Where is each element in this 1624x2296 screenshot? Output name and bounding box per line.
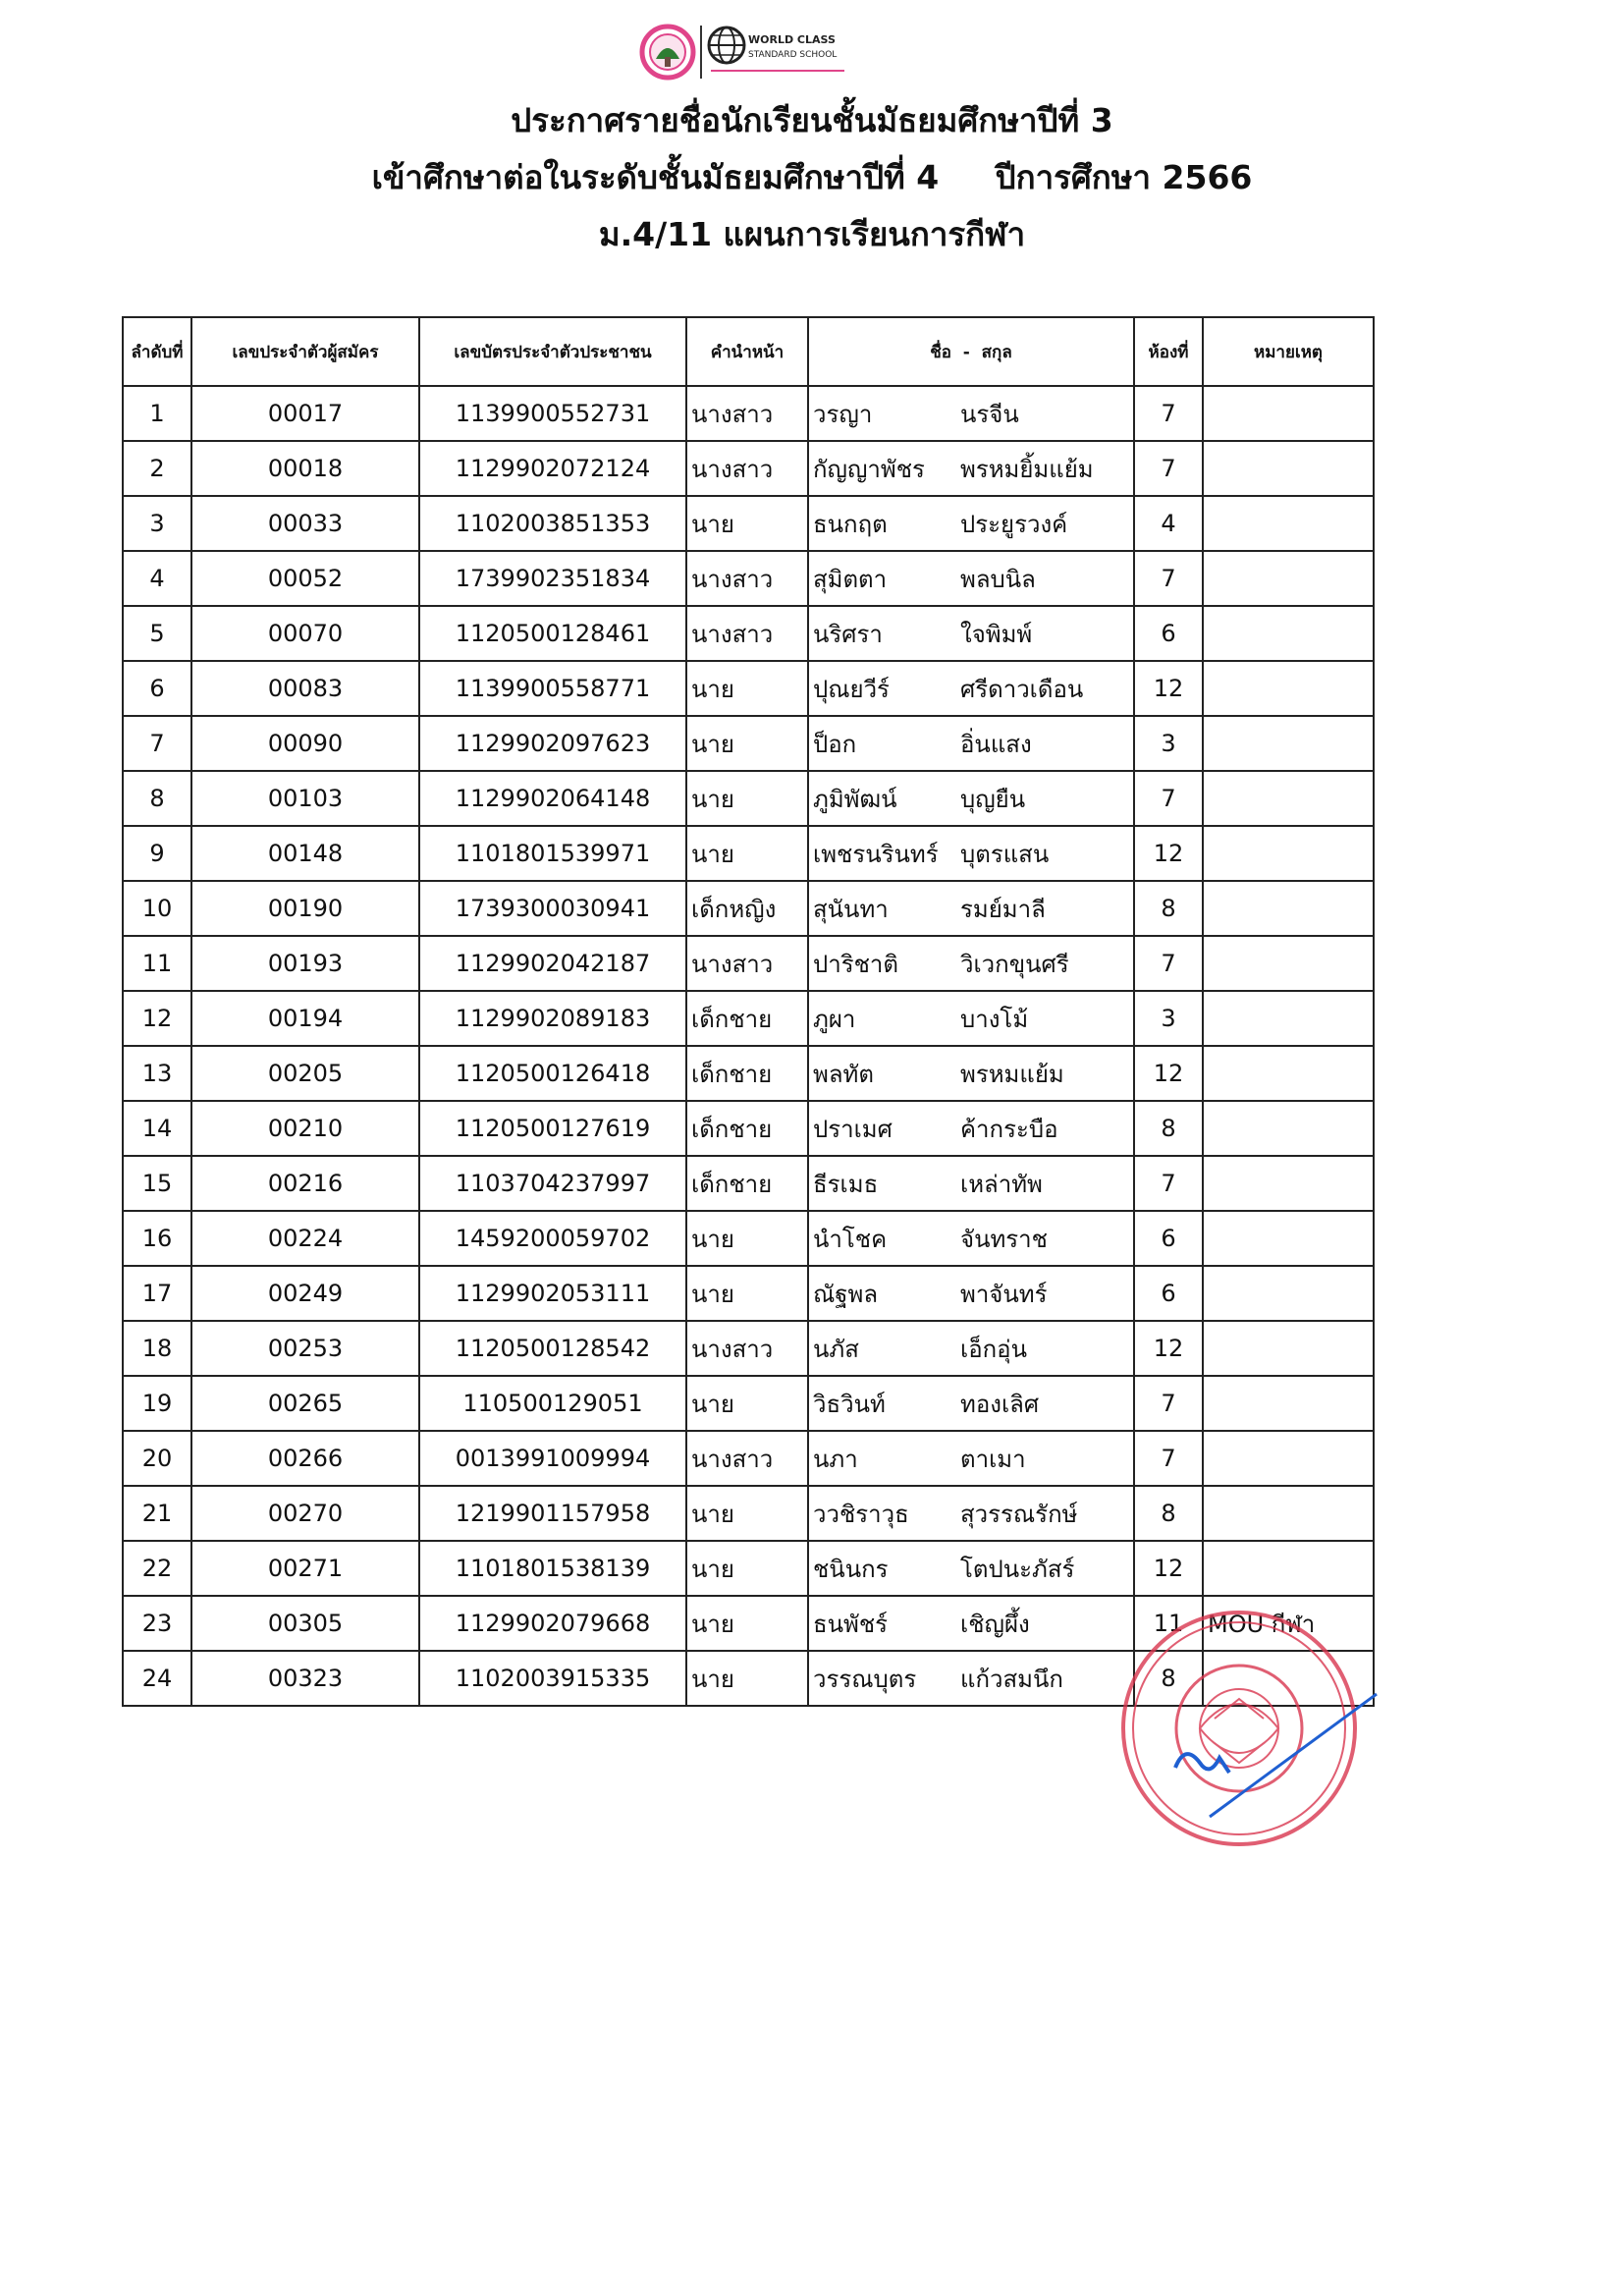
- applicant-id-cell: 00249: [191, 1266, 419, 1321]
- order-cell: 8: [123, 771, 191, 826]
- remark-cell: [1203, 551, 1374, 606]
- room-cell: 7: [1134, 1156, 1203, 1211]
- prefix-cell: นางสาว: [686, 1431, 808, 1486]
- name-cell: [808, 551, 1134, 606]
- remark-cell: [1203, 716, 1374, 771]
- remark-cell: [1203, 606, 1374, 661]
- first-name: สุมิตตา: [813, 565, 888, 593]
- prefix-cell: นางสาว: [686, 1321, 808, 1376]
- title-line-1: ประกาศรายชื่อนักเรียนชั้นมัธยมศึกษาปีที่ 3: [511, 101, 1113, 139]
- room-cell: 12: [1134, 826, 1203, 881]
- name-cell: [808, 881, 1134, 936]
- room-cell: 3: [1134, 991, 1203, 1046]
- last-name: พรหมยิ้มแย้ม: [960, 455, 1094, 483]
- name-cell: [808, 606, 1134, 661]
- prefix-cell: นาย: [686, 1376, 808, 1431]
- last-name: สุวรรณรักษ์: [960, 1500, 1078, 1528]
- room-cell: 8: [1134, 881, 1203, 936]
- citizen-id-cell: 1139900558771: [419, 661, 686, 716]
- first-name: ป็อก: [813, 730, 857, 758]
- order-cell: 6: [123, 661, 191, 716]
- prefix-cell: นางสาว: [686, 606, 808, 661]
- table-row: [123, 551, 1374, 606]
- school-logo: [638, 20, 874, 84]
- remark-cell: [1203, 991, 1374, 1046]
- name-cell: [808, 1266, 1134, 1321]
- order-cell: 7: [123, 716, 191, 771]
- room-cell: 8: [1134, 1101, 1203, 1156]
- applicant-id-cell: 00271: [191, 1541, 419, 1596]
- citizen-id-cell: 1103704237997: [419, 1156, 686, 1211]
- citizen-id-cell: 1129902053111: [419, 1266, 686, 1321]
- table-row: [123, 881, 1374, 936]
- order-cell: 17: [123, 1266, 191, 1321]
- remark-cell: [1203, 1431, 1374, 1486]
- last-name: เหล่าทัพ: [960, 1170, 1043, 1198]
- last-name: ใจพิมพ์: [960, 620, 1033, 648]
- citizen-id-cell: 1120500126418: [419, 1046, 686, 1101]
- room-cell: 6: [1134, 1211, 1203, 1266]
- table-row: [123, 496, 1374, 551]
- remark-cell: [1203, 1266, 1374, 1321]
- last-name: รมย์มาลี: [960, 895, 1046, 923]
- prefix-cell: เด็กชาย: [686, 991, 808, 1046]
- order-cell: 9: [123, 826, 191, 881]
- first-name: สุนันทา: [813, 895, 889, 923]
- citizen-id-cell: 0013991009994: [419, 1431, 686, 1486]
- first-name: นภา: [813, 1445, 858, 1473]
- citizen-id-cell: 1219901157958: [419, 1486, 686, 1541]
- last-name: วิเวกขุนศรี: [960, 950, 1069, 978]
- citizen-id-cell: 1129902072124: [419, 441, 686, 496]
- applicant-id-cell: 00103: [191, 771, 419, 826]
- last-name: จันทราช: [960, 1225, 1048, 1253]
- table-row: [123, 1376, 1374, 1431]
- name-cell: [808, 1211, 1134, 1266]
- first-name: เพชรนรินทร์: [813, 840, 939, 868]
- table-body: [123, 386, 1374, 1706]
- table-row: [123, 1321, 1374, 1376]
- title-line-2: เข้าศึกษาต่อในระดับชั้นมัธยมศึกษาปีที่ 4 ปีการศึกษา 2566: [371, 158, 1253, 196]
- first-name: นริศรา: [813, 620, 883, 648]
- name-cell: [808, 1596, 1134, 1651]
- prefix-cell: นาย: [686, 1651, 808, 1706]
- table-row: [123, 936, 1374, 991]
- prefix-cell: นาย: [686, 661, 808, 716]
- room-cell: 8: [1134, 1486, 1203, 1541]
- prefix-cell: นาย: [686, 1486, 808, 1541]
- order-cell: 11: [123, 936, 191, 991]
- prefix-cell: นาย: [686, 1541, 808, 1596]
- name-cell: [808, 661, 1134, 716]
- table-row: [123, 1266, 1374, 1321]
- prefix-cell: นางสาว: [686, 551, 808, 606]
- table-header-row: [123, 317, 1374, 386]
- last-name: บางโม้: [960, 1005, 1029, 1033]
- prefix-cell: นางสาว: [686, 441, 808, 496]
- name-cell: [808, 1101, 1134, 1156]
- last-name: เอ็กอุ่น: [960, 1335, 1027, 1363]
- applicant-id-cell: 00018: [191, 441, 419, 496]
- room-cell: 7: [1134, 936, 1203, 991]
- remark-cell: [1203, 1156, 1374, 1211]
- applicant-id-cell: 00017: [191, 386, 419, 441]
- order-cell: 5: [123, 606, 191, 661]
- applicant-id-cell: 00194: [191, 991, 419, 1046]
- applicant-id-cell: 00265: [191, 1376, 419, 1431]
- room-cell: 7: [1134, 441, 1203, 496]
- first-name: ภูมิพัฒน์: [813, 785, 897, 813]
- room-cell: 4: [1134, 496, 1203, 551]
- citizen-id-cell: 1101801539971: [419, 826, 686, 881]
- table-row: [123, 606, 1374, 661]
- remark-cell: [1203, 1541, 1374, 1596]
- prefix-cell: นางสาว: [686, 386, 808, 441]
- first-name: กัญญาพัชร: [813, 455, 925, 483]
- last-name: เชิญผึ้ง: [960, 1610, 1030, 1638]
- order-cell: 1: [123, 386, 191, 441]
- last-name: แก้วสมนึก: [960, 1665, 1063, 1693]
- header-order: ลำดับที่: [123, 317, 191, 386]
- room-cell: 12: [1134, 1541, 1203, 1596]
- citizen-id-cell: 1129902042187: [419, 936, 686, 991]
- order-cell: 2: [123, 441, 191, 496]
- first-name: นภัส: [813, 1335, 859, 1363]
- name-cell: [808, 1321, 1134, 1376]
- remark-cell: [1203, 1211, 1374, 1266]
- prefix-cell: เด็กหญิง: [686, 881, 808, 936]
- name-cell: [808, 716, 1134, 771]
- order-cell: 21: [123, 1486, 191, 1541]
- table-row: [123, 1596, 1374, 1651]
- logo-text-line2: STANDARD SCHOOL: [748, 50, 838, 60]
- applicant-id-cell: 00205: [191, 1046, 419, 1101]
- table-row: [123, 1651, 1374, 1706]
- first-name: ธนกฤต: [813, 510, 888, 538]
- last-name: พรหมแย้ม: [960, 1060, 1064, 1088]
- first-name: ปุณยวีร์: [813, 675, 890, 703]
- order-cell: 16: [123, 1211, 191, 1266]
- logo-text-line1: WORLD CLASS: [748, 33, 836, 46]
- applicant-id-cell: 00224: [191, 1211, 419, 1266]
- name-cell: [808, 1376, 1134, 1431]
- order-cell: 18: [123, 1321, 191, 1376]
- order-cell: 3: [123, 496, 191, 551]
- announcement-header: [0, 92, 1624, 263]
- table-row: [123, 716, 1374, 771]
- room-cell: 8: [1134, 1651, 1203, 1706]
- citizen-id-cell: 1120500128542: [419, 1321, 686, 1376]
- first-name: ภูผา: [813, 1005, 856, 1033]
- last-name: ค้ากระบือ: [960, 1115, 1058, 1143]
- remark-cell: [1203, 661, 1374, 716]
- prefix-cell: นาย: [686, 826, 808, 881]
- prefix-cell: นางสาว: [686, 936, 808, 991]
- citizen-id-cell: 1739902351834: [419, 551, 686, 606]
- remark-cell: [1203, 1101, 1374, 1156]
- applicant-id-cell: 00148: [191, 826, 419, 881]
- table-row: [123, 1486, 1374, 1541]
- remark-cell: [1203, 441, 1374, 496]
- remark-cell: [1203, 1651, 1374, 1706]
- first-name: ธีรเมธ: [813, 1170, 879, 1198]
- room-cell: 7: [1134, 1431, 1203, 1486]
- name-cell: [808, 1431, 1134, 1486]
- order-cell: 22: [123, 1541, 191, 1596]
- header-remark: หมายเหตุ: [1203, 317, 1374, 386]
- citizen-id-cell: 1129902064148: [419, 771, 686, 826]
- order-cell: 12: [123, 991, 191, 1046]
- prefix-cell: นาย: [686, 496, 808, 551]
- room-cell: 6: [1134, 1266, 1203, 1321]
- last-name: บุตรแสน: [960, 840, 1050, 868]
- prefix-cell: นาย: [686, 716, 808, 771]
- first-name: พลทัต: [813, 1060, 874, 1088]
- applicant-id-cell: 00052: [191, 551, 419, 606]
- applicant-id-cell: 00216: [191, 1156, 419, 1211]
- order-cell: 15: [123, 1156, 191, 1211]
- header-prefix: คำนำหน้า: [686, 317, 808, 386]
- header-citizen-id: เลขบัตรประจำตัวประชาชน: [419, 317, 686, 386]
- last-name: อิ่นแสง: [960, 730, 1032, 758]
- remark-cell: [1203, 386, 1374, 441]
- name-cell: [808, 441, 1134, 496]
- name-cell: [808, 1046, 1134, 1101]
- header-name: ชื่อ - สกุล: [808, 317, 1134, 386]
- order-cell: 10: [123, 881, 191, 936]
- applicant-id-cell: 00323: [191, 1651, 419, 1706]
- name-cell: [808, 771, 1134, 826]
- first-name: วรรณบุตร: [813, 1665, 917, 1693]
- room-cell: 12: [1134, 1321, 1203, 1376]
- applicant-id-cell: 00253: [191, 1321, 419, 1376]
- remark-cell: [1203, 771, 1374, 826]
- name-cell: [808, 1541, 1134, 1596]
- table-row: [123, 771, 1374, 826]
- table-row: [123, 441, 1374, 496]
- first-name: ปราเมศ: [813, 1115, 893, 1143]
- room-cell: 12: [1134, 1046, 1203, 1101]
- name-cell: [808, 936, 1134, 991]
- first-name: วรญา: [813, 400, 873, 428]
- first-name: วิธวินท์: [813, 1390, 886, 1418]
- last-name: พาจันทร์: [960, 1280, 1048, 1308]
- applicant-id-cell: 00305: [191, 1596, 419, 1651]
- remark-cell: [1203, 826, 1374, 881]
- applicant-id-cell: 00193: [191, 936, 419, 991]
- table-row: [123, 991, 1374, 1046]
- order-cell: 24: [123, 1651, 191, 1706]
- header-applicant-id: เลขประจำตัวผู้สมัคร: [191, 317, 419, 386]
- room-cell: 11: [1134, 1596, 1203, 1651]
- prefix-cell: นาย: [686, 1266, 808, 1321]
- name-cell: [808, 1486, 1134, 1541]
- header-room: ห้องที่: [1134, 317, 1203, 386]
- logo-emblem-icon: [638, 20, 874, 84]
- prefix-cell: เด็กชาย: [686, 1101, 808, 1156]
- name-cell: [808, 1156, 1134, 1211]
- name-cell: [808, 496, 1134, 551]
- table-row: [123, 826, 1374, 881]
- table-row: [123, 661, 1374, 716]
- room-cell: 7: [1134, 771, 1203, 826]
- citizen-id-cell: 110500129051: [419, 1376, 686, 1431]
- remark-cell: [1203, 496, 1374, 551]
- last-name: ศรีดาวเดือน: [960, 675, 1084, 703]
- applicant-id-cell: 00090: [191, 716, 419, 771]
- room-cell: 7: [1134, 1376, 1203, 1431]
- prefix-cell: เด็กชาย: [686, 1046, 808, 1101]
- name-cell: [808, 826, 1134, 881]
- name-cell: [808, 991, 1134, 1046]
- room-cell: 12: [1134, 661, 1203, 716]
- citizen-id-cell: 1129902079668: [419, 1596, 686, 1651]
- order-cell: 14: [123, 1101, 191, 1156]
- last-name: นรจีน: [960, 400, 1019, 428]
- last-name: ตาเมา: [960, 1445, 1026, 1473]
- title-line-3: ม.4/11 แผนการเรียนการกีฬา: [598, 215, 1026, 253]
- applicant-id-cell: 00070: [191, 606, 419, 661]
- order-cell: 20: [123, 1431, 191, 1486]
- prefix-cell: นาย: [686, 1211, 808, 1266]
- citizen-id-cell: 1102003915335: [419, 1651, 686, 1706]
- applicant-id-cell: 00266: [191, 1431, 419, 1486]
- prefix-cell: นาย: [686, 771, 808, 826]
- last-name: พลบนิล: [960, 565, 1036, 593]
- order-cell: 4: [123, 551, 191, 606]
- citizen-id-cell: 1139900552731: [419, 386, 686, 441]
- last-name: โตปนะภัสร์: [960, 1555, 1075, 1583]
- order-cell: 13: [123, 1046, 191, 1101]
- citizen-id-cell: 1129902097623: [419, 716, 686, 771]
- applicant-id-cell: 00033: [191, 496, 419, 551]
- table-row: [123, 1431, 1374, 1486]
- order-cell: 23: [123, 1596, 191, 1651]
- name-cell: [808, 386, 1134, 441]
- first-name: ณัฐพล: [813, 1280, 879, 1308]
- citizen-id-cell: 1120500127619: [419, 1101, 686, 1156]
- citizen-id-cell: 1739300030941: [419, 881, 686, 936]
- first-name: นำโชค: [813, 1225, 888, 1253]
- room-cell: 7: [1134, 551, 1203, 606]
- prefix-cell: เด็กชาย: [686, 1156, 808, 1211]
- remark-cell: [1203, 1321, 1374, 1376]
- citizen-id-cell: 1129902089183: [419, 991, 686, 1046]
- citizen-id-cell: 1102003851353: [419, 496, 686, 551]
- remark-cell: [1203, 936, 1374, 991]
- remark-cell: [1203, 1486, 1374, 1541]
- applicant-id-cell: 00083: [191, 661, 419, 716]
- remark-cell: [1203, 1046, 1374, 1101]
- applicant-id-cell: 00270: [191, 1486, 419, 1541]
- table-row: [123, 1101, 1374, 1156]
- last-name: ประยูรวงค์: [960, 510, 1068, 538]
- citizen-id-cell: 1101801538139: [419, 1541, 686, 1596]
- first-name: ปาริชาติ: [813, 950, 898, 978]
- table-row: [123, 1541, 1374, 1596]
- first-name: ธนพัชร์: [813, 1610, 889, 1638]
- order-cell: 19: [123, 1376, 191, 1431]
- room-cell: 7: [1134, 386, 1203, 441]
- citizen-id-cell: 1120500128461: [419, 606, 686, 661]
- citizen-id-cell: 1459200059702: [419, 1211, 686, 1266]
- first-name: ววชิราวุธ: [813, 1500, 909, 1528]
- prefix-cell: นาย: [686, 1596, 808, 1651]
- last-name: ทองเลิศ: [960, 1390, 1040, 1418]
- remark-cell: MOU กีฬา: [1203, 1596, 1374, 1651]
- room-cell: 3: [1134, 716, 1203, 771]
- remark-cell: [1203, 881, 1374, 936]
- table-row: [123, 386, 1374, 441]
- applicant-id-cell: 00210: [191, 1101, 419, 1156]
- name-cell: [808, 1651, 1134, 1706]
- last-name: บุญยืน: [960, 785, 1026, 813]
- student-roster-table: [122, 316, 1375, 1707]
- table-row: [123, 1156, 1374, 1211]
- applicant-id-cell: 00190: [191, 881, 419, 936]
- table-row: [123, 1046, 1374, 1101]
- first-name: ชนินกร: [813, 1555, 889, 1583]
- room-cell: 6: [1134, 606, 1203, 661]
- remark-cell: [1203, 1376, 1374, 1431]
- table-row: [123, 1211, 1374, 1266]
